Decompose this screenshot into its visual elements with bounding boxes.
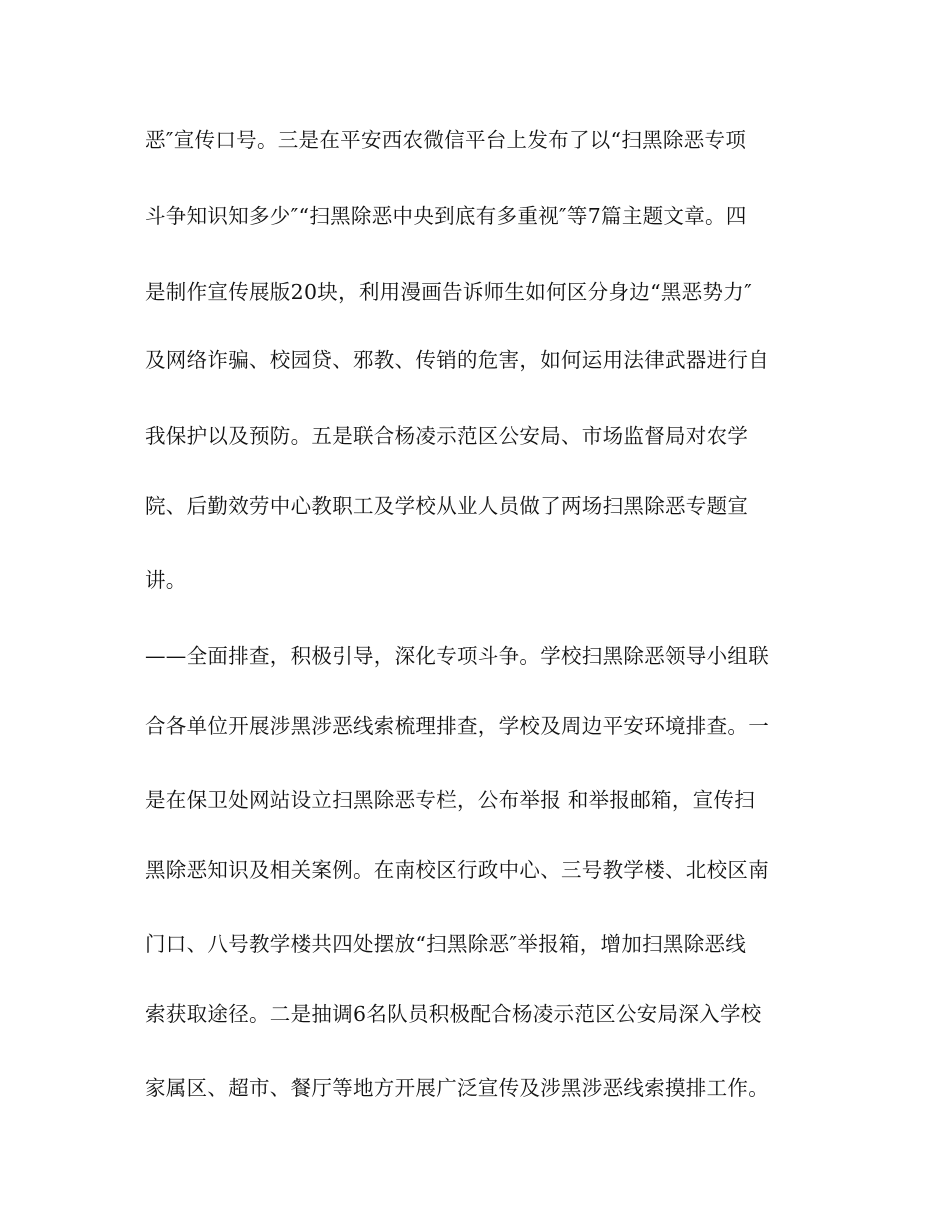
text-line: 合各单位开展涉黑涉恶线索梳理排查，学校及周边平安环境排查。一 <box>145 714 769 738</box>
text-line: 黑除恶知识及相关案例。在南校区行政中心、三号教学楼、北校区南 <box>145 858 769 882</box>
text-line: 家属区、超市、餐厅等地方开展广泛宣传及涉黑涉恶线索摸排工作。 <box>145 1076 769 1100</box>
text-line: 及网络诈骗、校园贷、邪教、传销的危害，如何运用法律武器进行自 <box>145 348 769 372</box>
text-line: 是在保卫处网站设立扫黑除恶专栏，公布举报 和举报邮箱，宣传扫 <box>145 788 756 812</box>
text-line: 恶″宣传口号。三是在平安西农微信平台上发布了以“扫黑除恶专项 <box>145 128 747 152</box>
section-heading-line: ——全面排查，积极引导，深化专项斗争。学校扫黑除恶领导小组联 <box>145 644 769 668</box>
text-line: 是制作宣传展版20块，利用漫画告诉师生如何区分身边“黑恶势力″ <box>145 280 753 304</box>
text-line: 斗争知识知多少″“扫黑除恶中央到底有多重视″等7篇主题文章。四 <box>145 204 747 228</box>
text-line: 院、后勤效劳中心教职工及学校从业人员做了两场扫黑除恶专题宣 <box>145 494 749 518</box>
text-line: 讲。 <box>145 568 187 592</box>
text-line: 我保护以及预防。五是联合杨凌示范区公安局、市场监督局对农学 <box>145 424 749 448</box>
text-line: 索获取途径。二是抽调6名队员积极配合杨凌示范区公安局深入学校 <box>145 1002 762 1026</box>
text-line: 门口、八号教学楼共四处摆放“扫黑除恶″举报箱，增加扫黑除恶线 <box>145 932 747 956</box>
